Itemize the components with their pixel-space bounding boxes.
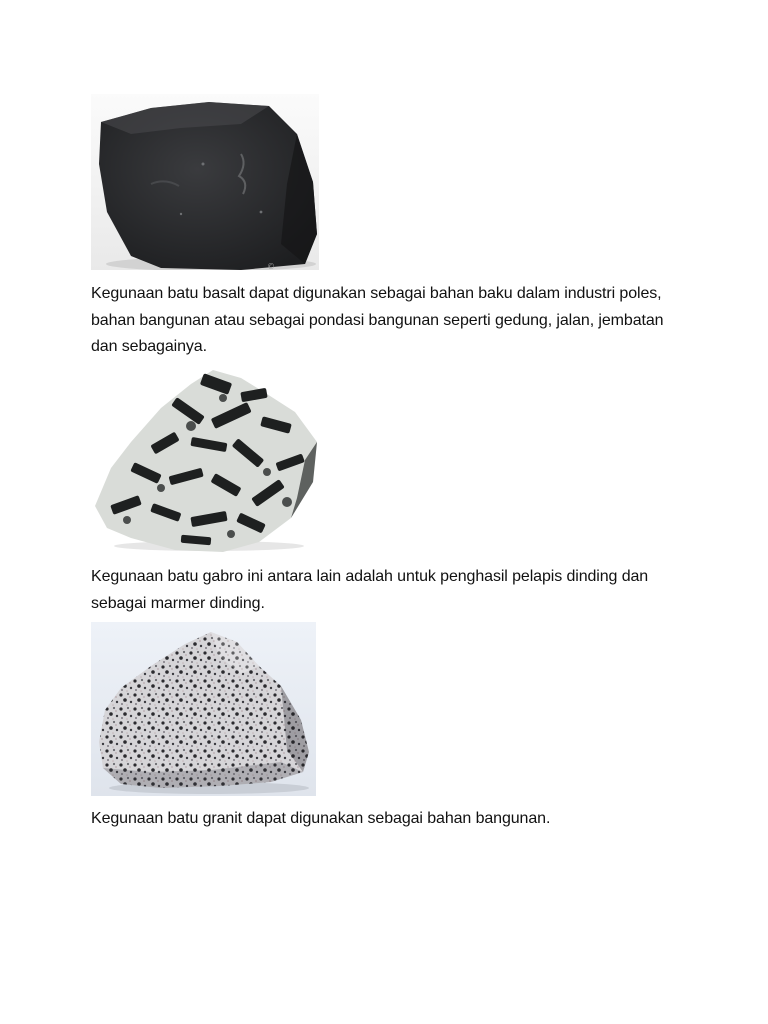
gabbro-caption: Kegunaan batu gabro ini antara lain adalah untuk penghasil pelapis dinding dan sebagai marmer dinding. — [91, 568, 649, 612]
basalt-rock-image — [91, 94, 319, 270]
basalt-caption: Kegunaan batu basalt dapat digunakan sebagai bahan baku dalam industri poles, bahan bangunan atau sebagai pondasi bangunan seperti gedung, jalan, jembatan dan sebagainya. — [91, 285, 664, 355]
granite-caption: Kegunaan batu granit dapat digunakan sebagai bahan bangunan. — [91, 810, 551, 827]
granite-rock-image — [91, 622, 316, 796]
gabbro-rock-image — [91, 368, 319, 552]
svg-text:©: © — [267, 262, 275, 270]
